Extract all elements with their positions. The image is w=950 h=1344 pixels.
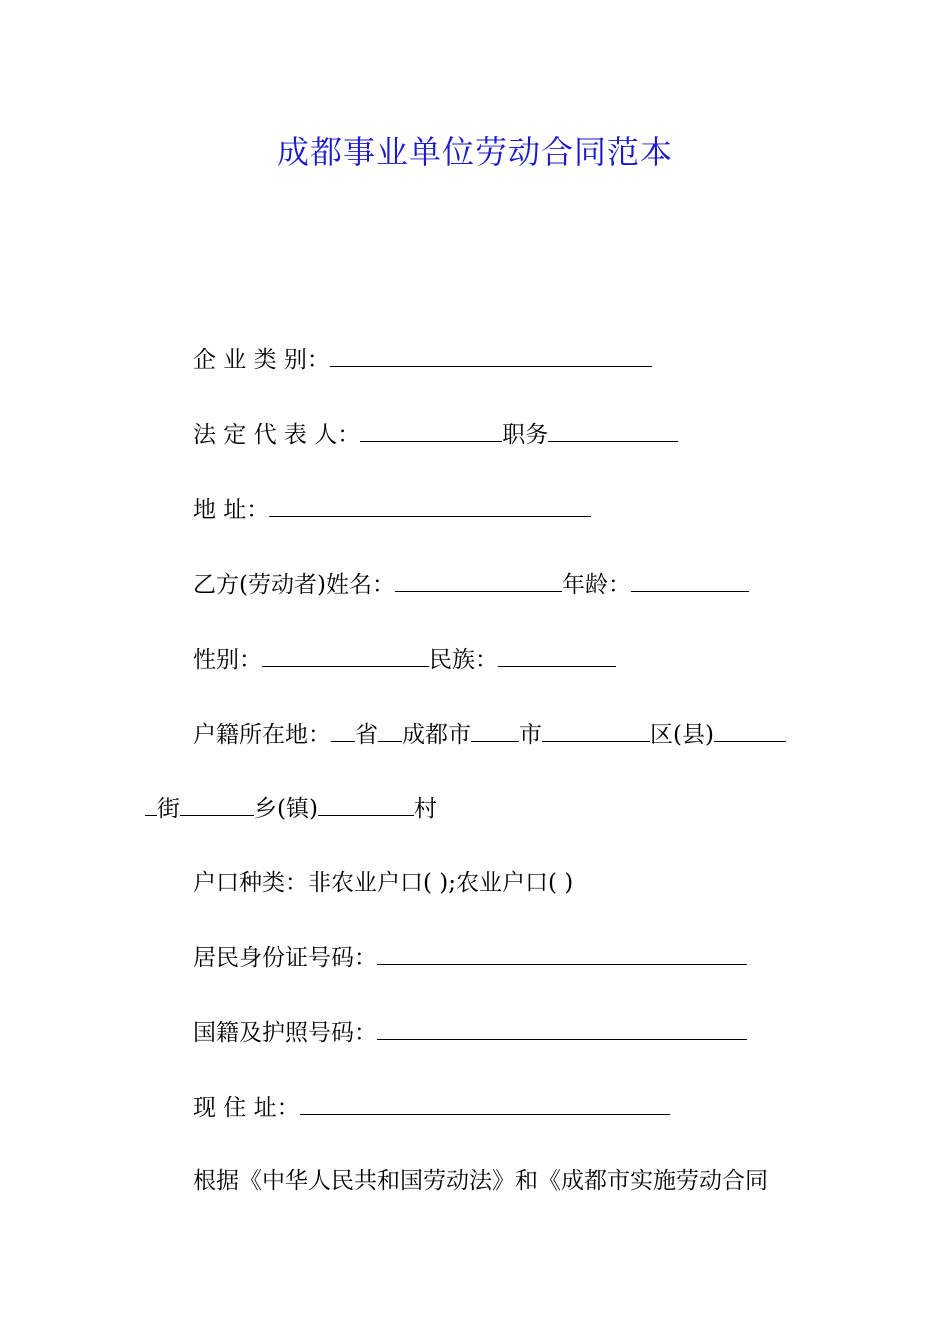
- household-location-line-cont: [145, 793, 437, 824]
- household-type-label: 户口种类：非农业户口( );农业户口( ): [193, 870, 574, 896]
- id-card-line: [193, 942, 747, 973]
- street-blank-end: [145, 793, 157, 816]
- household-type-line: [193, 868, 573, 898]
- document-title: 成都事业单位劳动合同范本: [276, 133, 673, 171]
- id-card-blank: [377, 942, 747, 965]
- party-b-name-line: [193, 569, 749, 600]
- household-location-label: 户籍所在地：: [193, 722, 331, 748]
- enterprise-type-line: [193, 344, 652, 375]
- age-label: 年龄：: [561, 572, 631, 598]
- ethnicity-label: 民族：: [429, 647, 498, 673]
- ethnicity-blank: [498, 644, 616, 667]
- position-label: 职务: [502, 422, 549, 448]
- gender-label: 性别：: [193, 647, 262, 673]
- province-label: 省: [355, 722, 378, 748]
- passport-line: [193, 1017, 747, 1048]
- current-address-label: 现 住 址：: [193, 1095, 300, 1121]
- enterprise-type-label: 企 业 类 别：: [193, 347, 330, 373]
- city-label: 市: [519, 722, 542, 748]
- district-label: 区(县): [650, 722, 714, 748]
- village-label: 村: [413, 796, 437, 822]
- preamble-text: 根据《中华人民共和国劳动法》和《成都市实施劳动合同: [193, 1168, 768, 1194]
- current-address-line: [193, 1092, 670, 1123]
- id-card-label: 居民身份证号码：: [193, 945, 377, 971]
- position-blank: [548, 419, 678, 442]
- district-blank: [542, 719, 650, 742]
- passport-blank: [377, 1017, 747, 1040]
- party-b-name-blank: [395, 569, 562, 592]
- gender-blank: [262, 644, 429, 667]
- township-label: 乡(镇): [254, 796, 318, 822]
- party-b-name-label: 乙方(劳动者)姓名：: [193, 572, 395, 598]
- address-line: [193, 494, 591, 525]
- legal-representative-line: [193, 419, 678, 450]
- age-blank: [631, 569, 749, 592]
- enterprise-type-blank: [330, 344, 652, 367]
- current-address-blank: [300, 1092, 670, 1115]
- township-blank: [180, 793, 254, 816]
- legal-representative-label: 法 定 代 表 人：: [193, 422, 361, 448]
- village-blank: [318, 793, 414, 816]
- city-blank: [471, 719, 519, 742]
- preamble-line: [193, 1166, 768, 1196]
- gender-line: [193, 644, 616, 675]
- street-label: 街: [157, 796, 180, 822]
- city-prefix-blank: [378, 719, 402, 742]
- passport-label: 国籍及护照号码：: [193, 1020, 377, 1046]
- province-blank: [331, 719, 355, 742]
- household-location-line: [193, 719, 786, 750]
- chengdu-city-label: 成都市: [402, 722, 471, 748]
- street-blank-start: [714, 719, 786, 742]
- address-label: 地 址：: [193, 497, 270, 523]
- legal-representative-blank: [360, 419, 502, 442]
- address-blank: [269, 494, 591, 517]
